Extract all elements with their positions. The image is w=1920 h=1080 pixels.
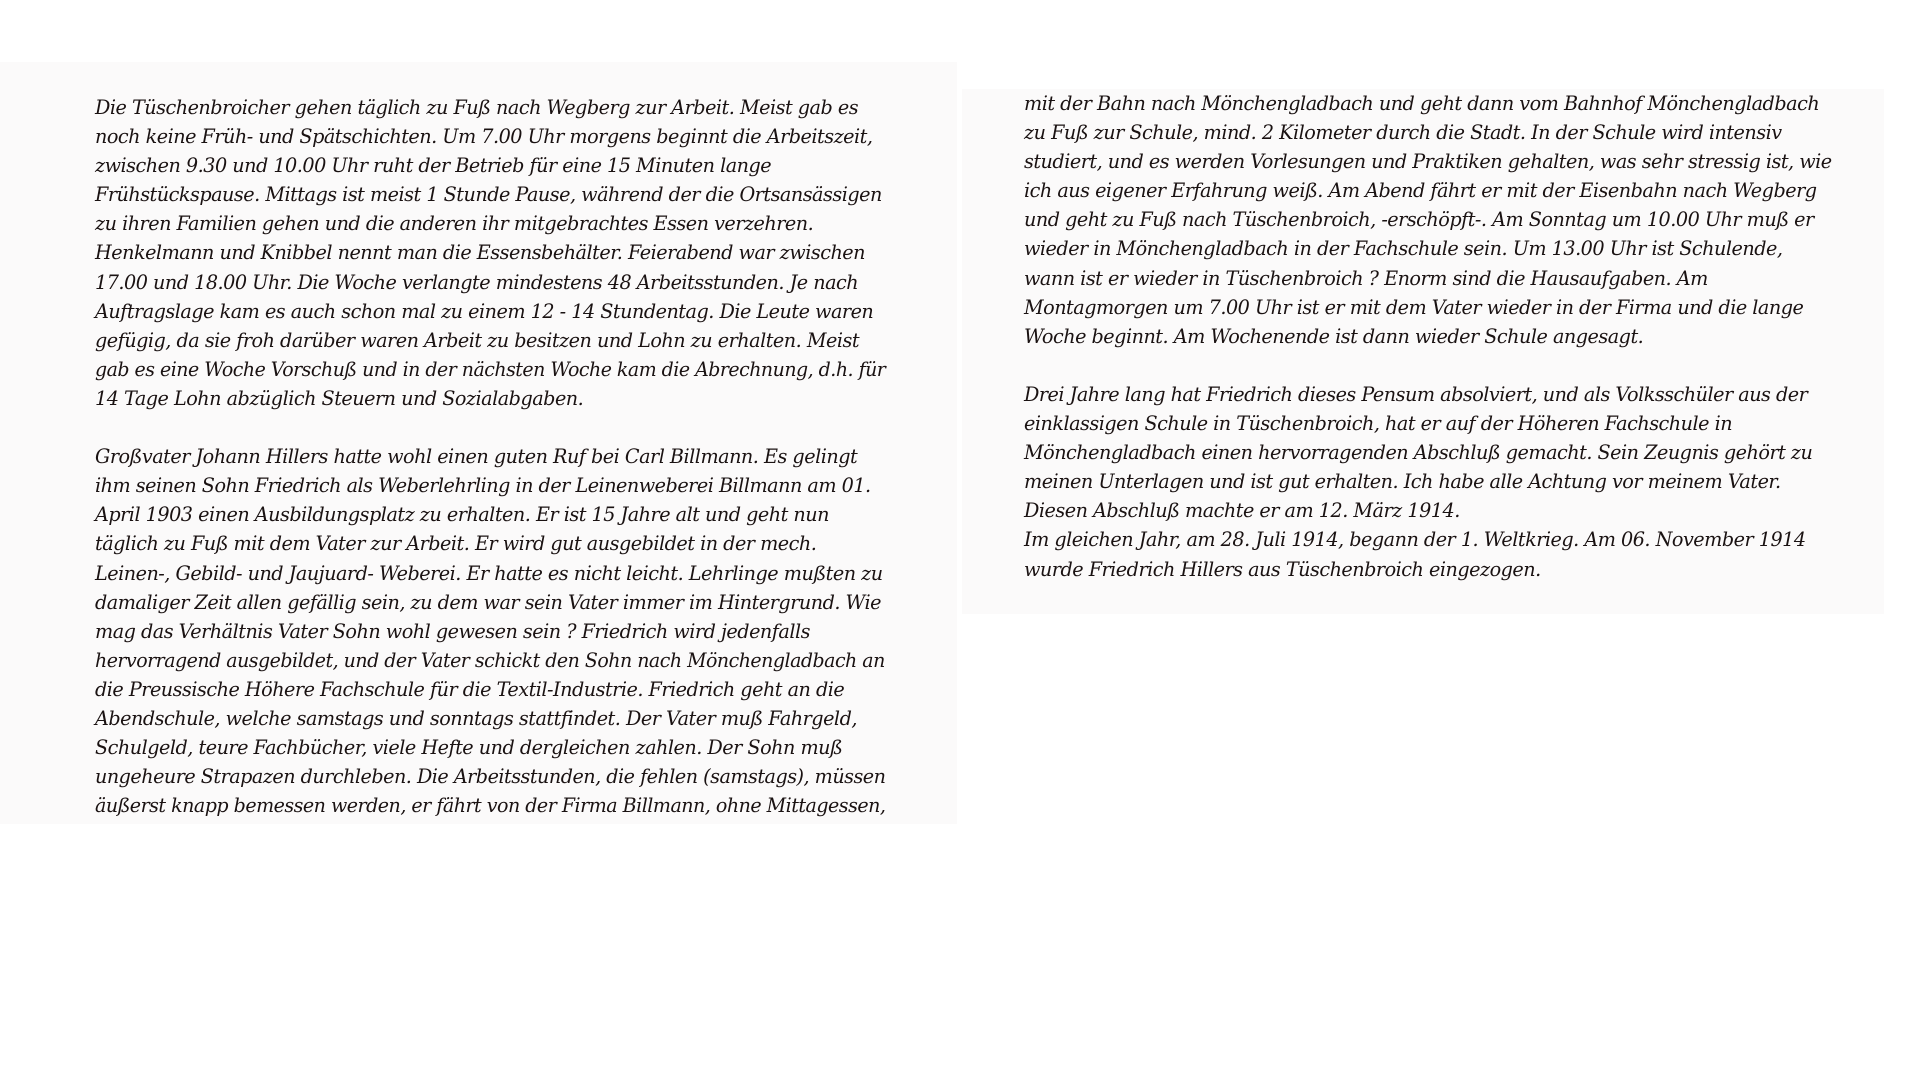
text-line: 17.00 und 18.00 Uhr. Die Woche verlangte mindestens 48 Arbeitsstunden. Je nach <box>95 270 859 294</box>
text-line: Diesen Abschluß machte er am 12. März 1914. <box>1024 499 1460 523</box>
text-line: 14 Tage Lohn abzüglich Steuern und Sozialabgaben. <box>95 386 584 410</box>
text-line: täglich zu Fuß mit dem Vater zur Arbeit. Er wird gut ausgebildet in der mech. <box>95 532 817 556</box>
text-line: mit der Bahn nach Mönchengladbach und geht dann vom Bahnhof Mönchengladbach <box>1024 92 1820 115</box>
text-line: Die Tüschenbroicher gehen täglich zu Fuß nach Wegberg zur Arbeit. Meist gab es <box>95 96 859 119</box>
right-text-column <box>1024 89 1832 584</box>
text-line: wurde Friedrich Hillers aus Tüschenbroich eingezogen. <box>1024 557 1541 581</box>
text-line: Montagmorgen um 7.00 Uhr ist er mit dem Vater wieder in der Firma und die lange <box>1024 295 1804 319</box>
text-line: noch keine Früh- und Spätschichten. Um 7.00 Uhr morgens beginnt die Arbeitszeit, <box>95 125 873 149</box>
text-line: Drei Jahre lang hat Friedrich dieses Pensum absolviert, und als Volksschüler aus der <box>1024 382 1808 406</box>
text-line: mag das Verhältnis Vater Sohn wohl gewesen sein ? Friedrich wird jedenfalls <box>95 619 810 643</box>
text-line: ungeheure Strapazen durchleben. Die Arbeitsstunden, die fehlen (samstags), müssen <box>95 765 886 789</box>
text-line: gab es eine Woche Vorschuß und in der nächsten Woche kam die Abrechnung, d.h. für <box>95 357 886 381</box>
text-line: gefügig, da sie froh darüber waren Arbeit zu besitzen und Lohn zu erhalten. Meist <box>95 328 860 352</box>
text-line: die Preussische Höhere Fachschule für die Textil-Industrie. Friedrich geht an die <box>95 677 845 701</box>
text-line: zwischen 9.30 und 10.00 Uhr ruht der Betrieb für eine 15 Minuten lange <box>95 154 772 178</box>
text-line: zu Fuß zur Schule, mind. 2 Kilometer durch die Stadt. In der Schule wird intensiv <box>1024 121 1782 145</box>
right-paragraph-1 <box>1024 89 1832 351</box>
text-line: Leinen-, Gebild- und Jaujuard- Weberei. Er hatte es nicht leicht. Lehrlinge mußten zu <box>95 561 883 585</box>
text-line: April 1903 einen Ausbildungsplatz zu erhalten. Er ist 15 Jahre alt und geht nun <box>95 503 830 527</box>
text-line: einklassigen Schule in Tüschenbroich, hat er auf der Höheren Fachschule in <box>1024 412 1733 436</box>
text-line: ihm seinen Sohn Friedrich als Weberlehrling in der Leinenweberei Billmann am 01. <box>95 474 871 498</box>
text-line: Schulgeld, teure Fachbücher, viele Hefte und dergleichen zahlen. Der Sohn muß <box>95 736 843 760</box>
paragraph-gap <box>1024 351 1832 380</box>
text-line: studiert, und es werden Vorlesungen und Praktiken gehalten, was sehr stressig ist, wie <box>1024 150 1832 174</box>
text-line: Mönchengladbach einen hervorragenden Abschluß gemacht. Sein Zeugnis gehört zu <box>1024 441 1813 465</box>
text-line: Im gleichen Jahr, am 28. Juli 1914, begann der 1. Weltkrieg. Am 06. November 1914 <box>1024 528 1806 552</box>
text-line: Woche beginnt. Am Wochenende ist dann wieder Schule angesagt. <box>1024 324 1644 348</box>
paragraph-gap <box>95 413 896 442</box>
text-line: Großvater Johann Hillers hatte wohl einen guten Ruf bei Carl Billmann. Es gelingt <box>95 445 858 469</box>
text-line: Henkelmann und Knibbel nennt man die Essensbehälter. Feierabend war zwischen <box>95 241 866 265</box>
left-text-column <box>95 93 896 820</box>
text-line: ich aus eigener Erfahrung weiß. Am Abend fährt er mit der Eisenbahn nach Wegberg <box>1024 179 1817 203</box>
text-line: äußerst knapp bemessen werden, er fährt von der Firma Billmann, ohne Mittagessen, <box>95 794 886 818</box>
text-line: zu ihren Familien gehen und die anderen ihr mitgebrachtes Essen verzehren. <box>95 212 814 236</box>
text-line: wieder in Mönchengladbach in der Fachschule sein. Um 13.00 Uhr ist Schulende, <box>1024 237 1783 261</box>
text-line: damaliger Zeit allen gefällig sein, zu dem war sein Vater immer im Hintergrund. Wie <box>95 590 881 614</box>
right-paragraph-2 <box>1024 380 1832 584</box>
text-line: meinen Unterlagen und ist gut erhalten. Ich habe alle Achtung vor meinem Vater. <box>1024 470 1781 494</box>
text-line: Abendschule, welche samstags und sonntags stattfindet. Der Vater muß Fahrgeld, <box>95 706 857 730</box>
text-line: Auftragslage kam es auch schon mal zu einem 12 - 14 Stundentag. Die Leute waren <box>95 299 874 323</box>
text-line: und geht zu Fuß nach Tüschenbroich, -erschöpft-. Am Sonntag um 10.00 Uhr muß er <box>1024 208 1814 232</box>
left-paragraph-2 <box>95 442 896 820</box>
left-paragraph-1 <box>95 93 896 413</box>
text-line: hervorragend ausgebildet, und der Vater schickt den Sohn nach Mönchengladbach an <box>95 648 885 672</box>
text-line: Frühstückspause. Mittags ist meist 1 Stunde Pause, während der die Ortsansässigen <box>95 183 882 207</box>
text-line: wann ist er wieder in Tüschenbroich ? Enorm sind die Hausaufgaben. Am <box>1024 266 1708 290</box>
